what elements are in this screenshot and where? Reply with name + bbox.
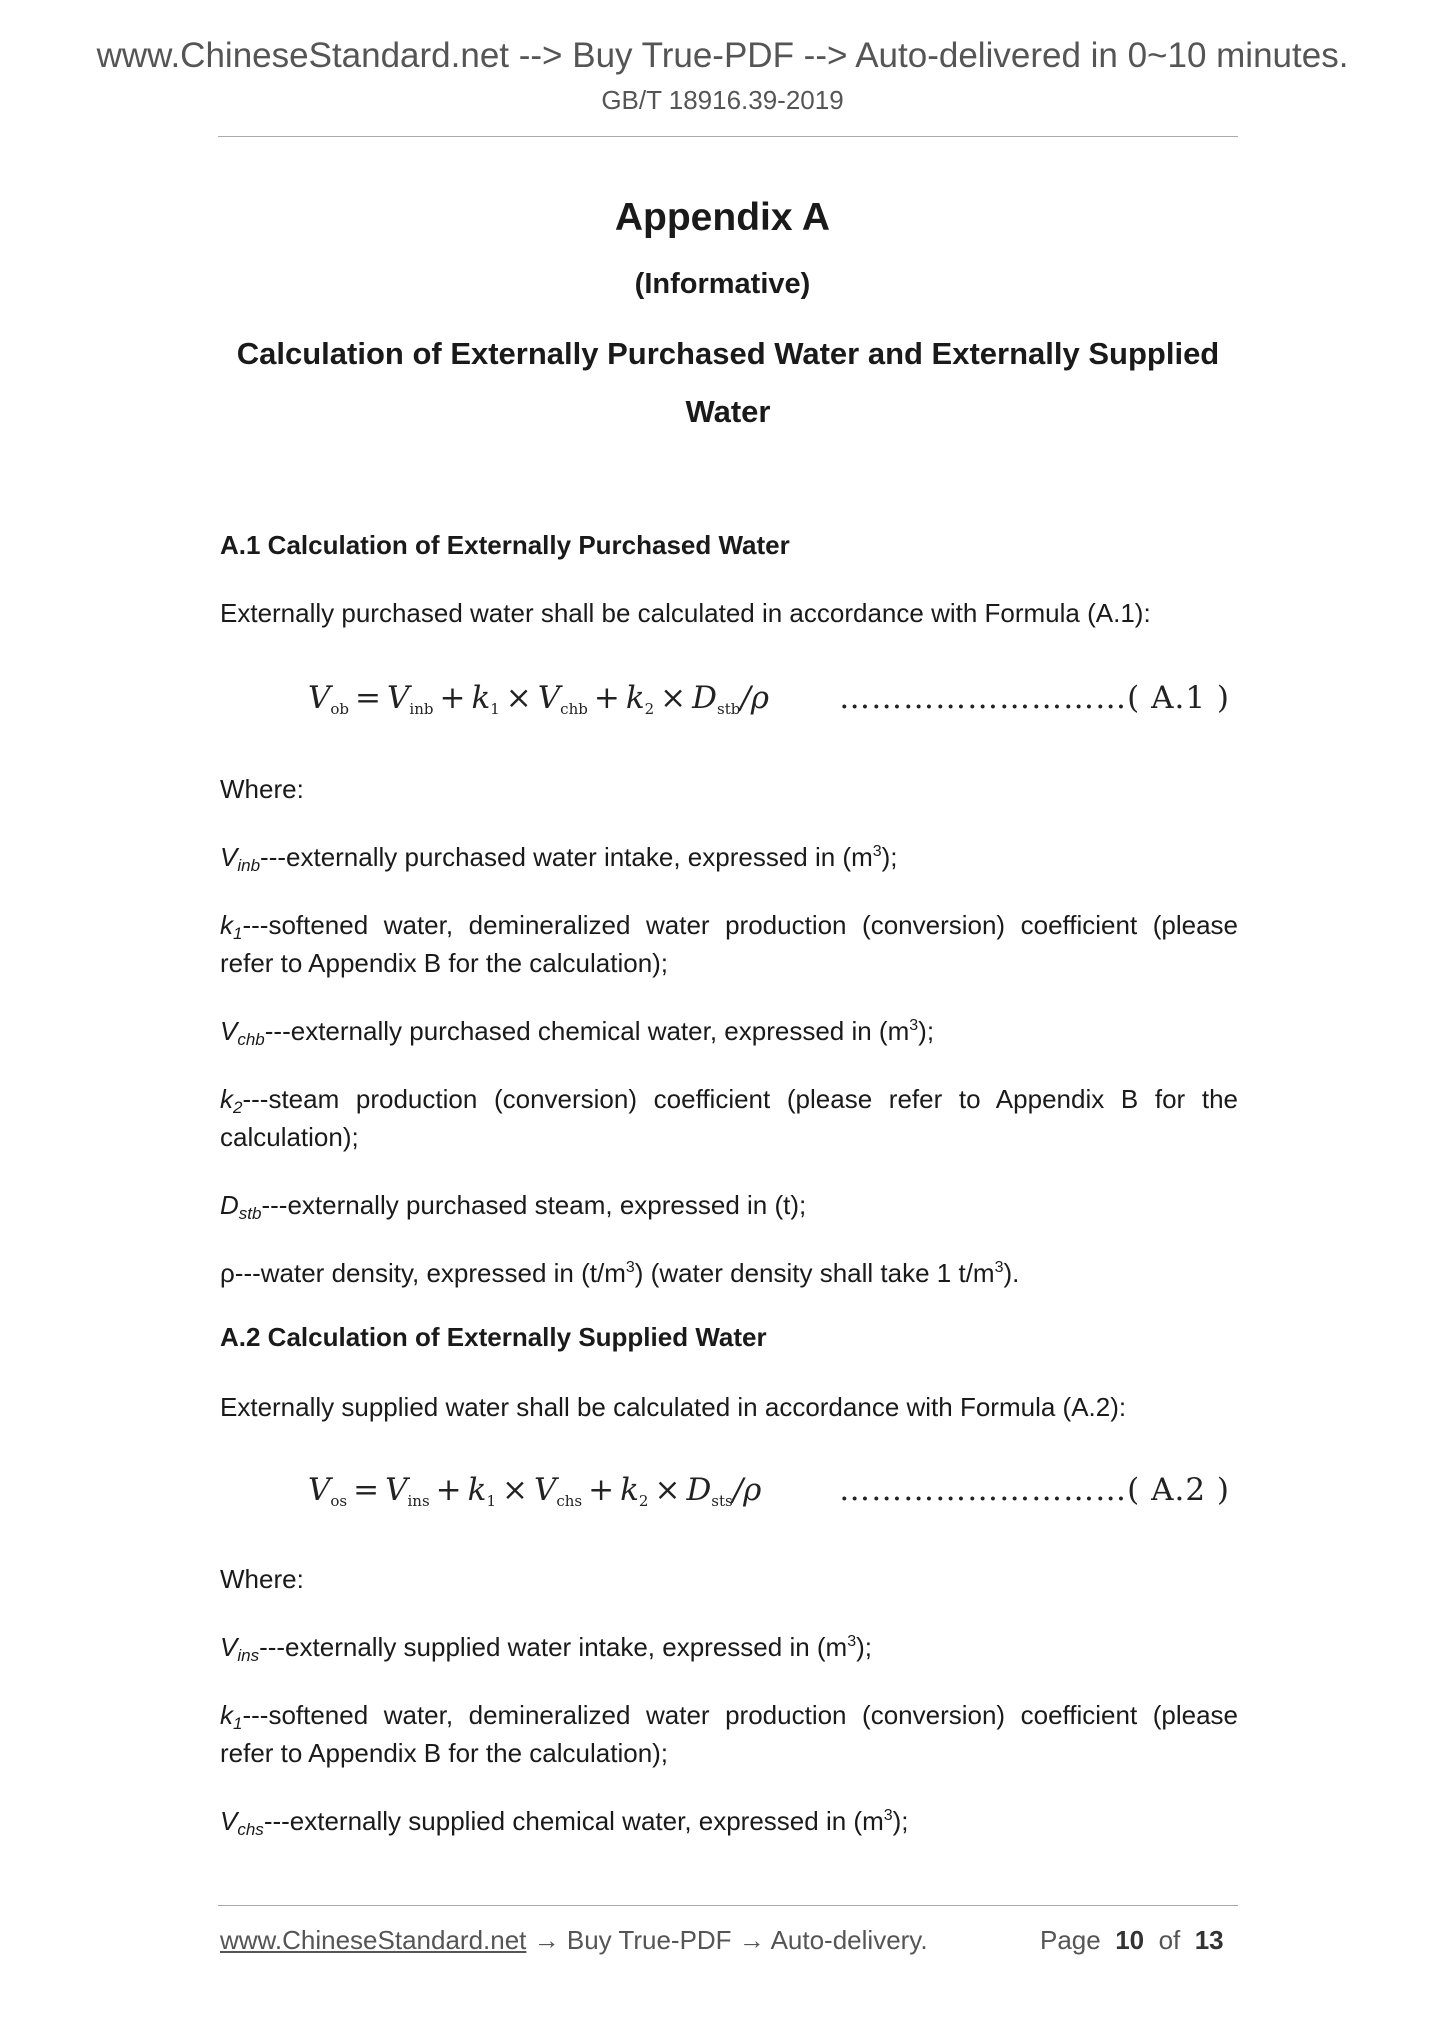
section-a1-heading: A.1 Calculation of Externally Purchased Water: [220, 530, 790, 560]
formula-a1-number: ………………………( A.1 ): [839, 680, 1230, 716]
standard-number: GB/T 18916.39-2019: [601, 85, 844, 115]
formula-a2: [308, 1472, 1238, 1522]
footer-site-link[interactable]: www.ChineseStandard.net: [220, 1925, 527, 1955]
def-a1-vchb: $V_{chb}--$-externally purchased chemical water, expressed in $(m^3)$;: [220, 1016, 935, 1049]
page-total: 13: [1194, 1925, 1224, 1955]
def-a1-k2: $k_2--$-steam production (conversion) coefficient (please refer to Appendix B for the calculation);: [220, 1084, 1238, 1152]
formula-a1: [308, 680, 1238, 730]
def-a2-vchs: $V_{chs}--$-externally supplied chemical water, expressed in $(m^3)$;: [220, 1806, 909, 1839]
formula-a2-expression: $V_{os} = V_{ins} + k_1 \times V_{chs} + k_2 \times D_{sts}/\rho$: [308, 1472, 762, 1510]
appendix-type: (Informative): [634, 268, 811, 300]
def-a1-dstb: $D_{stb}--$-externally purchased steam, expressed in (t);: [220, 1190, 807, 1223]
page-number: 10: [1115, 1925, 1145, 1955]
footer-promo: www.ChineseStandard.net → Buy True-PDF → Auto-delivery.: [220, 1925, 928, 1955]
section-a2-where: Where:: [220, 1564, 304, 1594]
page-indicator: Page 10 of 13: [1040, 1925, 1224, 1955]
def-a2-vins: $V_{ins}--$-externally supplied water intake, expressed in $(m^3)$;: [220, 1632, 873, 1665]
top-banner: www.ChineseStandard.net --> Buy True-PDF --> Auto-delivered in 0~10 minutes.: [96, 36, 1349, 75]
section-a1-where: Where:: [220, 774, 304, 804]
def-a1-k1: $k_1--$-softened water, demineralized water production (conversion) coefficient (please refer to Appendix B for the calculation);: [220, 910, 1238, 978]
formula-a2-number: ………………………( A.2 ): [839, 1472, 1230, 1508]
section-a1-intro: Externally purchased water shall be calculated in accordance with Formula (A.1):: [220, 598, 1151, 628]
footer-divider: [218, 1905, 1238, 1906]
formula-a1-expression: $V_{ob} = V_{inb} + k_1 \times V_{chb} + k_2 \times D_{stb}/\rho$: [308, 680, 770, 718]
section-a2-heading: A.2 Calculation of Externally Supplied Water: [220, 1322, 767, 1352]
def-a1-vinb: $V_{inb}--$-externally purchased water intake, expressed in $(m^3)$;: [220, 842, 898, 875]
appendix-subject: Calculation of Externally Purchased Water and Externally Supplied Water: [236, 336, 1220, 429]
def-a2-k1: $k_1--$-softened water, demineralized water production (conversion) coefficient (please refer to Appendix B for the calculation);: [220, 1700, 1238, 1768]
def-a1-rho: ρ---water density, expressed in $(t/m^3)$ (water density shall take 1 $t/m^3$).: [220, 1258, 1020, 1288]
header-divider: [218, 136, 1238, 137]
appendix-title: Appendix A: [614, 196, 831, 239]
section-a2-intro: Externally supplied water shall be calculated in accordance with Formula (A.2):: [220, 1392, 1127, 1422]
